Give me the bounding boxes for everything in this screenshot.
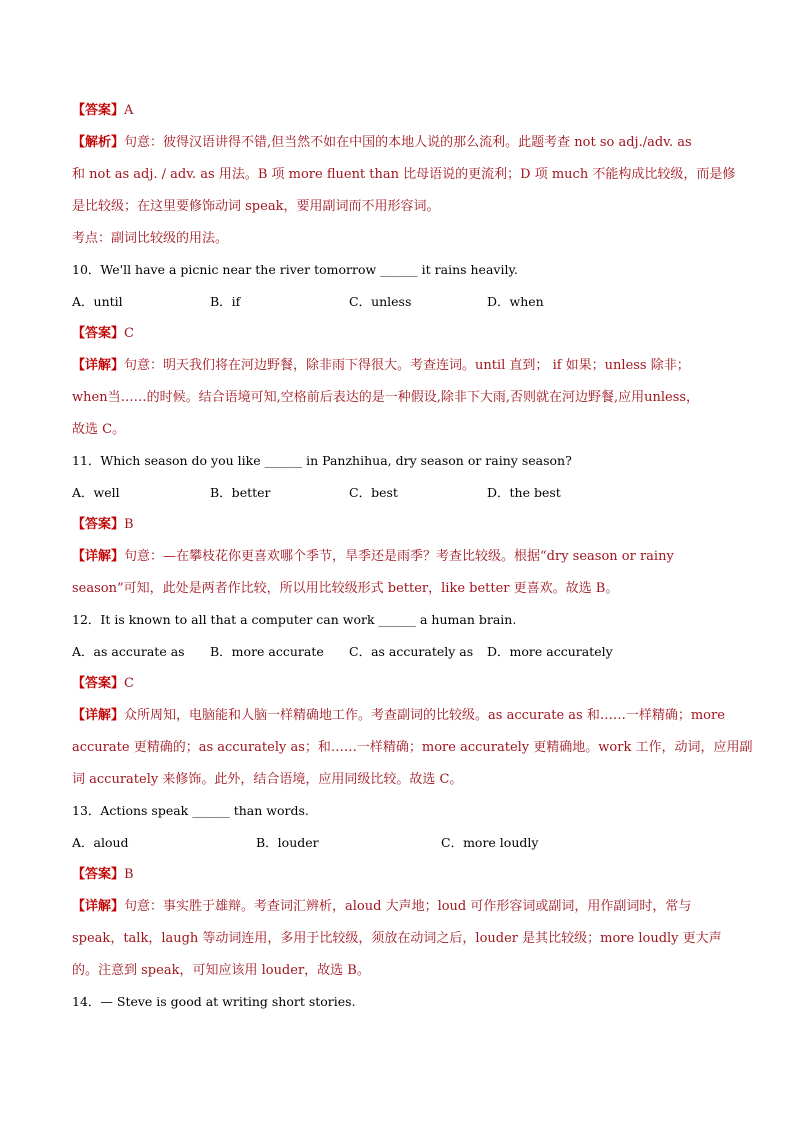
answer-line-q10: [72, 324, 134, 344]
kaodian-line-q9: 考点：副词比较级的用法。: [72, 231, 229, 246]
detail-line-q13-3: 的。注意到 speak，可知应该用 louder，故选 B。: [72, 963, 370, 978]
detail-line-q11-2: season”可知，此处是两者作比较，所以用比较级形式 better，like better 更喜欢。故选 B。: [72, 581, 619, 596]
answer-value: C: [124, 326, 134, 341]
answer-tag: 【答案】: [72, 867, 125, 882]
detail-text: 句意：事实胜于雄辩。考查词汇辨析，aloud 大声地；loud 可作形容词或副词，用作副词时，常与: [124, 899, 692, 914]
answer-value: B: [124, 517, 134, 532]
detail-tag: 【详解】: [72, 549, 125, 564]
detail-line-q13-1: [72, 897, 691, 917]
option-c-q11: C．best: [349, 485, 398, 500]
answer-tag: 【答案】: [72, 517, 125, 532]
answer-line-q9: [72, 101, 133, 121]
answer-value: A: [124, 103, 134, 118]
detail-line-q12-1: [72, 706, 725, 726]
answer-tag: 【答案】: [72, 103, 125, 118]
answer-value: C: [124, 676, 134, 691]
answer-line-q13: [72, 865, 134, 885]
option-c-q12: C．as accurately as: [349, 644, 474, 659]
analysis-line-q9-3: 是比较级；在这里要修饰动词 speak，要用副词而不用形容词。: [72, 199, 440, 214]
detail-text: 句意：明天我们将在河边野餐，除非雨下得很大。考查连词。until 直到； if 如果；unless 除非；: [124, 358, 690, 373]
option-b-q12: B．more accurate: [210, 644, 324, 659]
option-d-q10: D．when: [487, 294, 544, 309]
detail-text: 句意：—在攀枝花你更喜欢哪个季节，旱季还是雨季？考查比较级。根据“dry season or rainy: [124, 549, 674, 564]
option-a-q12: A．as accurate as: [72, 644, 185, 659]
question-stem-q12: 12．It is known to all that a computer can work ______ a human brain.: [72, 612, 517, 627]
question-stem-q11: 11．Which season do you like ______ in Panzhihua, dry season or rainy season?: [72, 453, 572, 468]
detail-line-q10-1: [72, 356, 690, 376]
option-a-q13: A．aloud: [72, 835, 129, 850]
detail-tag: 【详解】: [72, 899, 125, 914]
answer-value: B: [124, 867, 134, 882]
detail-line-q12-2: accurate 更精确的；as accurately as；和……一样精确；more accurately 更精确地。work 工作，动词，应用副: [72, 740, 753, 755]
answer-tag: 【答案】: [72, 676, 125, 691]
detail-line-q12-3: 词 accurately 来修饰。此外，结合语境，应用同级比较。故选 C。: [72, 772, 463, 787]
option-d-q12: D．more accurately: [487, 644, 613, 659]
question-stem-q13: 13．Actions speak ______ than words.: [72, 803, 309, 818]
detail-line-q10-3: 故选 C。: [72, 422, 126, 437]
analysis-line-q9-2: 和 not as adj. / adv. as 用法。B 项 more fluent than 比母语说的更流利；D 项 much 不能构成比较级，而是修: [72, 167, 736, 182]
detail-line-q10-2: when当……的时候。结合语境可知,空格前后表达的是一种假设,除非下大雨,否则就在河边野餐,应用unless，: [72, 390, 700, 405]
detail-tag: 【详解】: [72, 358, 125, 373]
option-b-q10: B．if: [210, 294, 241, 309]
analysis-tag: 【解析】: [72, 135, 125, 150]
question-stem-q14: 14．— Steve is good at writing short stories.: [72, 994, 356, 1009]
option-b-q11: B．better: [210, 485, 271, 500]
answer-tag: 【答案】: [72, 326, 125, 341]
detail-text: 众所周知，电脑能和人脑一样精确地工作。考查副词的比较级。as accurate as 和……一样精确；more: [124, 708, 725, 723]
analysis-line-q9-1: [72, 133, 692, 153]
detail-line-q13-2: speak，talk，laugh 等动词连用，多用于比较级，须放在动词之后，louder 是其比较级；more loudly 更大声: [72, 931, 722, 946]
analysis-text: 句意：彼得汉语讲得不错,但当然不如在中国的本地人说的那么流利。此题考查 not so adj./adv. as: [124, 135, 692, 150]
option-a-q11: A．well: [72, 485, 120, 500]
answer-line-q12: [72, 674, 134, 694]
detail-tag: 【详解】: [72, 708, 125, 723]
option-d-q11: D．the best: [487, 485, 561, 500]
answer-line-q11: [72, 515, 134, 535]
option-c-q10: C．unless: [349, 294, 412, 309]
option-b-q13: B．louder: [256, 835, 319, 850]
question-stem-q10: 10．We'll have a picnic near the river tomorrow ______ it rains heavily.: [72, 262, 518, 277]
detail-line-q11-1: [72, 547, 674, 567]
option-c-q13: C．more loudly: [441, 835, 539, 850]
option-a-q10: A．until: [72, 294, 123, 309]
